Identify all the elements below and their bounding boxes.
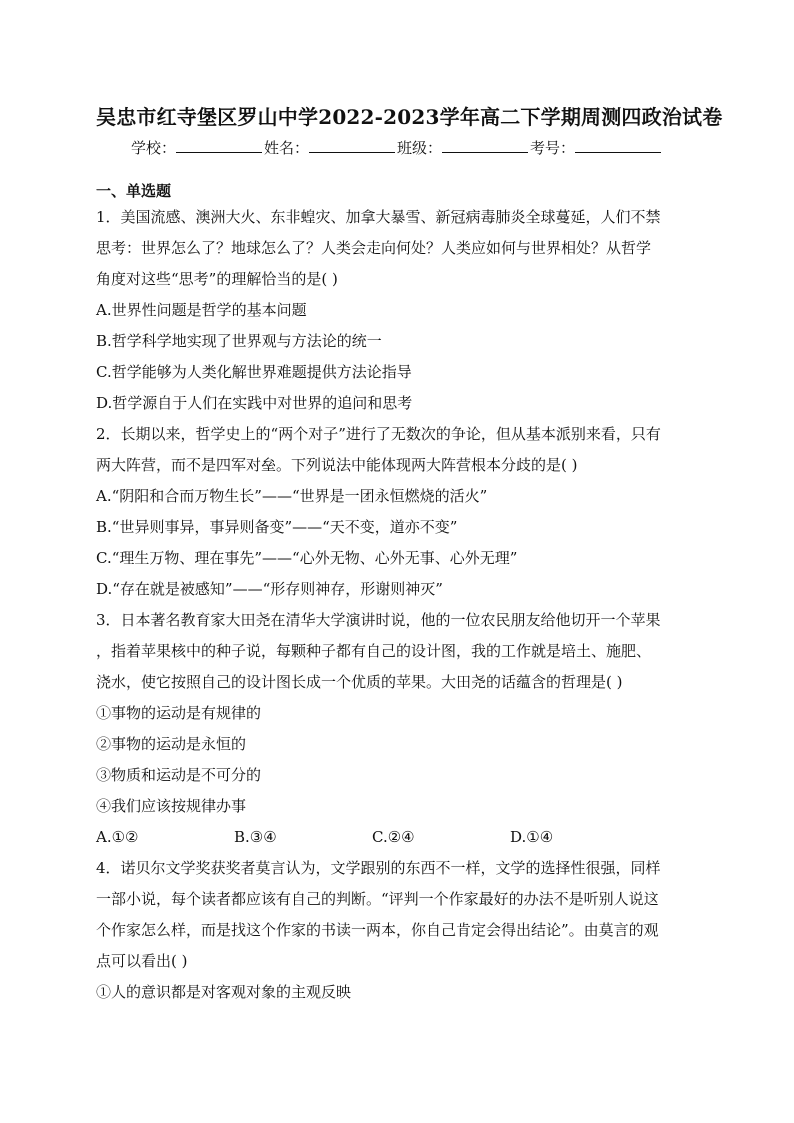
question-2 bbox=[96, 419, 698, 605]
question-line: 两大阵营，而不是四军对垒。下列说法中能体现两大阵营根本分歧的是( ) bbox=[96, 456, 578, 474]
class-blank bbox=[442, 138, 528, 153]
student-info-row bbox=[96, 136, 698, 160]
question-line: 思考：世界怎么了？地球怎么了？人类会走向何处？人类应如何与世界相处？从哲学 bbox=[96, 239, 652, 257]
statement-3: ③物质和运动是不可分的 bbox=[96, 766, 262, 784]
school-blank bbox=[176, 138, 262, 153]
question-line: 角度对这些“思考”的理解恰当的是( ) bbox=[96, 270, 338, 288]
option-d: D.①④ bbox=[510, 828, 554, 846]
option-b: B.哲学科学地实现了世界观与方法论的统一 bbox=[96, 332, 382, 350]
statement-1: ①人的意识都是对客观对象的主观反映 bbox=[96, 983, 352, 1001]
question-line: 浇水，使它按照自己的设计图长成一个优质的苹果。大田尧的话蕴含的哲理是( ) bbox=[96, 673, 623, 691]
number-blank bbox=[575, 138, 661, 153]
question-4 bbox=[96, 853, 698, 1008]
question-line: 个作家怎么样，而是找这个作家的书读一两本，你自己肯定会得出结论”。由莫言的观 bbox=[96, 921, 659, 939]
statement-1: ①事物的运动是有规律的 bbox=[96, 704, 262, 722]
question-line: ，指着苹果核中的种子说，每颗种子都有自己的设计图，我的工作就是培土、施肥、 bbox=[96, 642, 652, 660]
option-a: A.“阴阳和合而万物生长”——“世界是一团永恒燃烧的活火” bbox=[96, 487, 488, 505]
section-heading: 一、单选题 bbox=[96, 182, 172, 200]
option-c: C.“理生万物、理在事先”——“心外无物、心外无事、心外无理” bbox=[96, 549, 518, 567]
option-c: C.哲学能够为人类化解世界难题提供方法论指导 bbox=[96, 363, 412, 381]
option-b: B.③④ bbox=[234, 828, 277, 846]
option-b: B.“世异则事异，事异则备变”——“天不变，道亦不变” bbox=[96, 518, 458, 536]
option-a: A.①② bbox=[96, 828, 139, 846]
question-3 bbox=[96, 605, 698, 853]
question-line: 1．美国流感、澳洲大火、东非蝗灾、加拿大暴雪、新冠病毒肺炎全球蔓延，人们不禁 bbox=[96, 208, 661, 226]
option-a: A.世界性问题是哲学的基本问题 bbox=[96, 301, 307, 319]
class-label: 班级： bbox=[397, 139, 443, 157]
page-title: 吴忠市红寺堡区罗山中学2022-2023学年高二下学期周测四政治试卷 bbox=[96, 105, 723, 129]
question-line: 3．日本著名教育家大田尧在清华大学演讲时说，他的一位农民朋友给他切开一个苹果 bbox=[96, 611, 661, 629]
school-label: 学校： bbox=[130, 139, 176, 157]
number-label: 考号： bbox=[530, 139, 576, 157]
question-line: 一部小说，每个读者都应该有自己的判断。“评判一个作家最好的办法不是听别人说这 bbox=[96, 890, 659, 908]
option-c: C.②④ bbox=[372, 828, 415, 846]
question-line: 4．诺贝尔文学奖获奖者莫言认为，文学跟别的东西不一样，文学的选择性很强，同样 bbox=[96, 859, 661, 877]
statement-4: ④我们应该按规律办事 bbox=[96, 797, 247, 815]
question-line: 2．长期以来，哲学史上的“两个对子”进行了无数次的争论，但从基本派别来看，只有 bbox=[96, 425, 661, 443]
statement-2: ②事物的运动是永恒的 bbox=[96, 735, 247, 753]
name-label: 姓名： bbox=[263, 139, 309, 157]
name-blank bbox=[309, 138, 395, 153]
option-d: D.“存在就是被感知”——“形存则神存，形谢则神灭” bbox=[96, 580, 443, 598]
option-d: D.哲学源自于人们在实践中对世界的追问和思考 bbox=[96, 394, 413, 412]
question-line: 点可以看出( ) bbox=[96, 952, 188, 970]
options-row bbox=[96, 822, 698, 853]
question-1 bbox=[96, 202, 698, 419]
